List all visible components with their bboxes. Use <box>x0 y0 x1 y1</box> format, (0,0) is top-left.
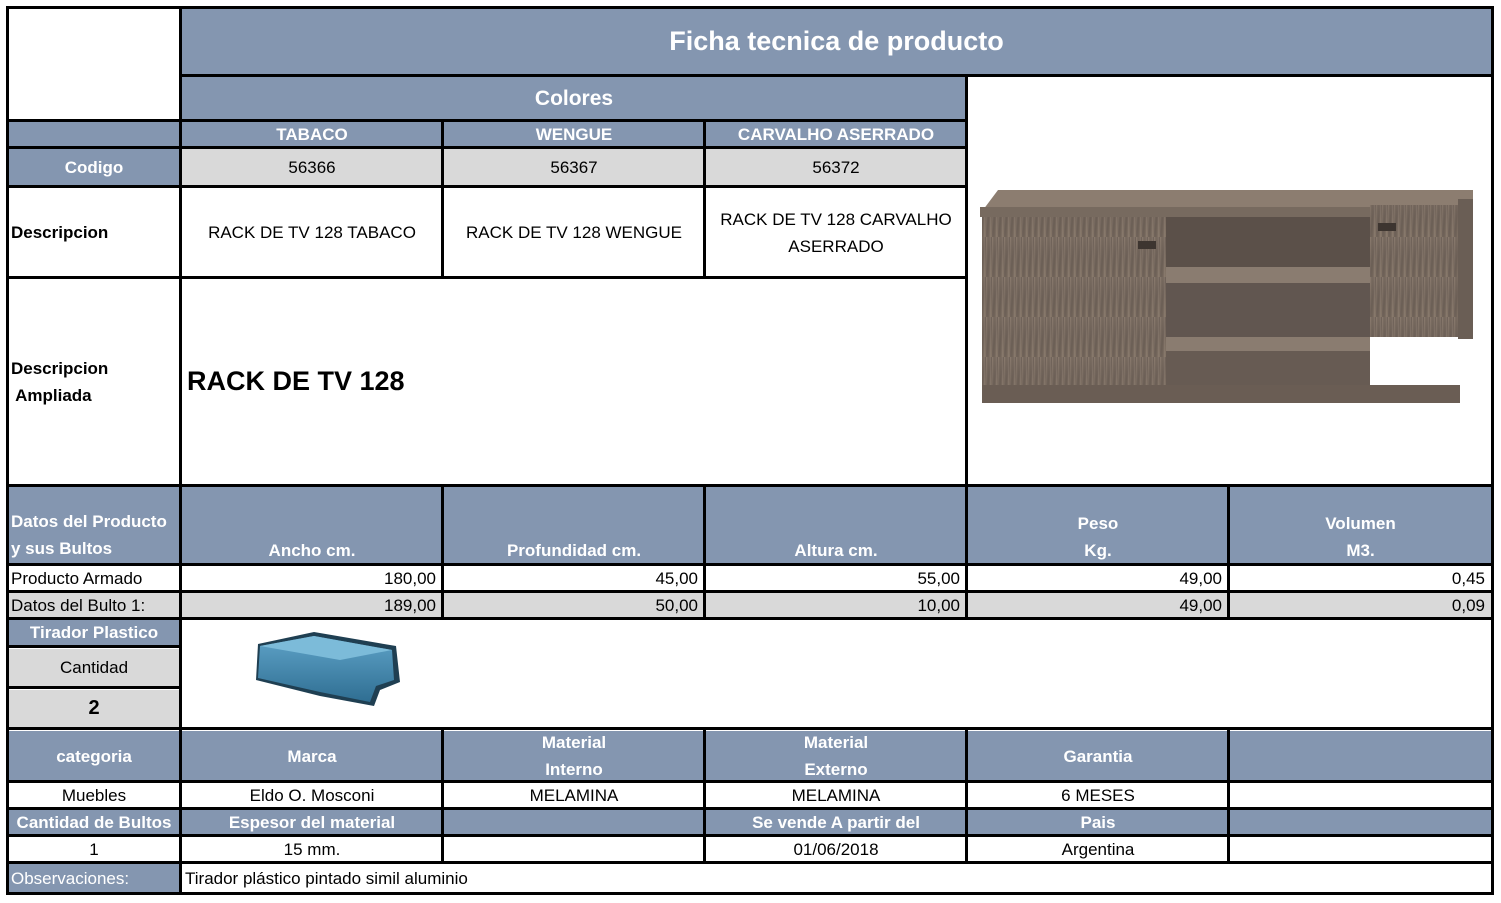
dims-value: 0,45 <box>1230 566 1491 591</box>
tv-rack-drawing <box>968 77 1491 484</box>
info-value <box>1230 783 1491 808</box>
dims-label: Datos del Producto y sus Bultos <box>8 487 180 564</box>
info2-header <box>1230 810 1491 835</box>
grid-line <box>6 861 1494 864</box>
dims-row-label: Producto Armado <box>8 566 180 591</box>
grid-line <box>6 807 1494 810</box>
grid-line <box>6 590 1494 593</box>
dims-value: 50,00 <box>444 593 704 618</box>
codigo-value: 56372 <box>706 149 966 186</box>
grid-line <box>6 6 1494 9</box>
dims-value: 10,00 <box>706 593 966 618</box>
dims-value: 49,00 <box>968 566 1228 591</box>
info2-value: 01/06/2018 <box>706 837 966 862</box>
info-header: Material Externo <box>706 731 966 781</box>
info-header: Garantia <box>968 731 1228 781</box>
grid-line <box>6 727 1494 730</box>
color-name: WENGUE <box>444 122 704 147</box>
info2-value <box>1230 837 1491 862</box>
descripcion-ampliada-label: Descripcion Ampliada <box>8 279 180 484</box>
grid-line <box>965 484 968 620</box>
info-header <box>1230 731 1491 781</box>
grid-line <box>1227 484 1230 620</box>
info2-value: Argentina <box>968 837 1228 862</box>
grid-line <box>441 484 444 620</box>
tirador-label: Tirador Plastico <box>8 620 180 645</box>
info2-header: Se vende A partir del <box>706 810 966 835</box>
grid-line <box>179 6 182 895</box>
logo-area <box>8 8 180 120</box>
grid-line <box>1491 6 1494 895</box>
info-value: Eldo O. Mosconi <box>182 783 442 808</box>
dims-value: 0,09 <box>1230 593 1491 618</box>
dims-value: 45,00 <box>444 566 704 591</box>
descripcion-value: RACK DE TV 128 CARVALHO ASERRADO <box>706 188 966 277</box>
descripcion-value: RACK DE TV 128 WENGUE <box>444 188 704 277</box>
info2-header: Cantidad de Bultos <box>8 810 180 835</box>
colores-header: Colores <box>182 77 966 120</box>
codigo-label: Codigo <box>8 149 180 186</box>
codigo-value: 56367 <box>444 149 704 186</box>
grid-line <box>703 728 706 864</box>
info2-value: 15 mm. <box>182 837 442 862</box>
dims-header: Peso Kg. <box>968 487 1228 564</box>
dims-row-label: Datos del Bulto 1: <box>8 593 180 618</box>
info-value: Muebles <box>8 783 180 808</box>
grid-line <box>6 146 968 149</box>
dims-value: 189,00 <box>182 593 442 618</box>
grid-line <box>6 617 1494 620</box>
tv-rack-image <box>968 77 1491 484</box>
info-header: Marca <box>182 731 442 781</box>
dims-header: Ancho cm. <box>182 487 442 564</box>
info-value: MELAMINA <box>706 783 966 808</box>
info2-value: 1 <box>8 837 180 862</box>
descripcion-label: Descripcion <box>8 188 180 277</box>
dims-header: Altura cm. <box>706 487 966 564</box>
handle-drawing <box>250 624 430 724</box>
grid-line <box>6 892 1494 895</box>
grid-line <box>6 834 1494 837</box>
grid-line <box>6 119 968 122</box>
grid-line <box>441 728 444 864</box>
grid-line <box>703 120 706 279</box>
grid-line <box>965 728 968 864</box>
color-name: TABACO <box>182 122 442 147</box>
codigo-value: 56366 <box>182 149 442 186</box>
grid-line <box>179 74 1494 77</box>
observaciones-label: Observaciones: <box>8 864 180 892</box>
grid-line <box>6 484 1494 487</box>
info2-header: Pais <box>968 810 1228 835</box>
colors-row-label <box>8 122 180 147</box>
info-header: Material Interno <box>444 731 704 781</box>
info-value: 6 MESES <box>968 783 1228 808</box>
grid-line <box>6 686 182 689</box>
color-name: CARVALHO ASERRADO <box>706 122 966 147</box>
observaciones-value: Tirador plástico pintado simil aluminio <box>182 864 1491 892</box>
grid-line <box>441 120 444 279</box>
dims-value: 49,00 <box>968 593 1228 618</box>
page-title: Ficha tecnica de producto <box>182 8 1491 74</box>
grid-line <box>6 645 182 648</box>
info2-header: Espesor del material <box>182 810 442 835</box>
info2-value <box>444 837 704 862</box>
info-value: MELAMINA <box>444 783 704 808</box>
grid-line <box>965 74 968 487</box>
dims-header: Volumen M3. <box>1230 487 1491 564</box>
grid-line <box>1227 728 1230 864</box>
dims-value: 180,00 <box>182 566 442 591</box>
cantidad-label: Cantidad <box>8 649 180 686</box>
grid-line <box>6 276 968 279</box>
grid-line <box>6 185 968 188</box>
descripcion-value: RACK DE TV 128 TABACO <box>182 188 442 277</box>
grid-line <box>6 563 1494 566</box>
cantidad-value: 2 <box>8 690 180 727</box>
handle-image <box>182 620 1491 727</box>
grid-line <box>703 484 706 620</box>
descripcion-ampliada-value: RACK DE TV 128 <box>182 279 966 484</box>
dims-header: Profundidad cm. <box>444 487 704 564</box>
grid-line <box>6 780 1494 783</box>
dims-value: 55,00 <box>706 566 966 591</box>
info2-header <box>444 810 704 835</box>
info-header: categoria <box>8 731 180 781</box>
grid-line <box>6 6 9 895</box>
